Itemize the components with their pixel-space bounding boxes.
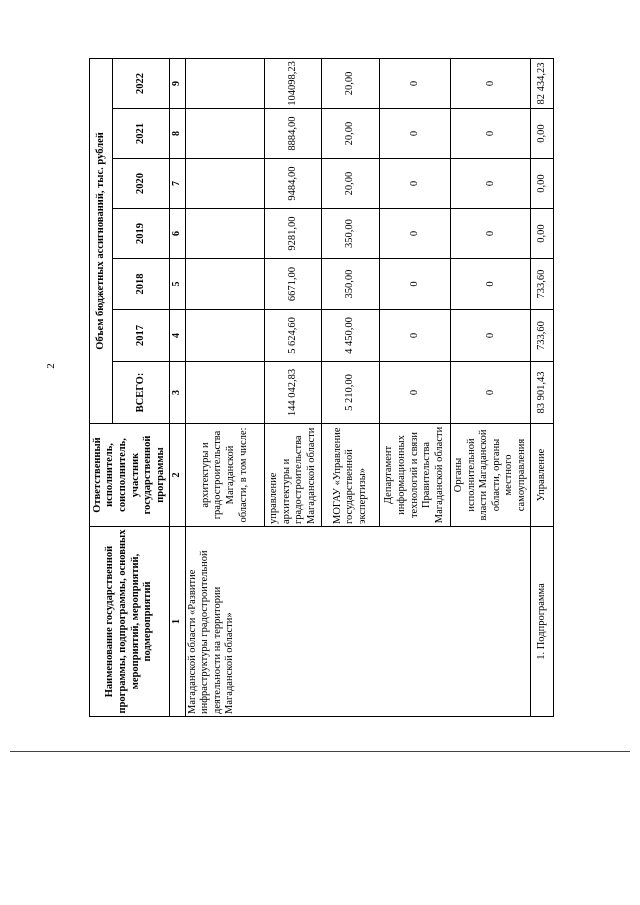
header-year: 2020 <box>112 159 170 209</box>
value-cell <box>185 58 265 108</box>
value-cell: 0 <box>379 362 451 424</box>
executor-cell: Управление <box>531 424 554 527</box>
value-cell: 104098,23 <box>265 58 322 108</box>
value-cell: 0 <box>451 159 531 209</box>
executor-cell: Департамент информационных технологий и связи Правительства Магаданской области <box>379 424 451 527</box>
page-number: 2 <box>44 363 57 369</box>
value-cell: 0 <box>451 109 531 159</box>
value-cell: 0 <box>451 259 531 310</box>
value-cell: 733,60 <box>531 310 554 362</box>
header-executor: Ответственный исполнитель, соисполнитель, участник государственной программы <box>90 424 170 527</box>
table-row <box>531 58 554 716</box>
header-year: 2017 <box>112 310 170 362</box>
value-cell: 0 <box>451 362 531 424</box>
value-cell: 0,00 <box>531 109 554 159</box>
header-year: 2021 <box>112 109 170 159</box>
value-cell: 20,00 <box>322 109 379 159</box>
column-number: 9 <box>170 58 185 108</box>
column-number: 1 <box>170 527 185 717</box>
column-number: 5 <box>170 259 185 310</box>
value-cell: 0 <box>379 209 451 259</box>
executor-cell: МОГАУ «Управление государственной экспертизы» <box>322 424 379 527</box>
table-row <box>185 58 265 716</box>
value-cell: 0 <box>379 159 451 209</box>
value-cell <box>185 159 265 209</box>
executor-cell: Органы исполнительной власти Магаданской области, органы местного самоуправления <box>451 424 531 527</box>
value-cell: 9484,00 <box>265 159 322 209</box>
value-cell: 0 <box>379 109 451 159</box>
value-cell: 5 210,00 <box>322 362 379 424</box>
value-cell: 83 901,43 <box>531 362 554 424</box>
column-number: 3 <box>170 362 185 424</box>
column-number: 4 <box>170 310 185 362</box>
value-cell: 20,00 <box>322 58 379 108</box>
column-number: 6 <box>170 209 185 259</box>
column-number: 8 <box>170 109 185 159</box>
header-total: ВСЕГО: <box>112 362 170 424</box>
horizontal-divider <box>10 751 630 752</box>
executor-cell: управление архитектуры и градостроительства Магаданской области <box>265 424 322 527</box>
value-cell: 350,00 <box>322 209 379 259</box>
value-cell <box>185 362 265 424</box>
value-cell: 8884,00 <box>265 109 322 159</box>
column-number: 7 <box>170 159 185 209</box>
budget-table-rotated <box>89 59 554 717</box>
value-cell: 733,60 <box>531 259 554 310</box>
subprogram-name-cell: 1. Подпрограмма <box>531 527 554 717</box>
value-cell <box>185 209 265 259</box>
value-cell: 82 434,23 <box>531 58 554 108</box>
value-cell <box>185 310 265 362</box>
value-cell: 0 <box>379 310 451 362</box>
value-cell: 5 624,60 <box>265 310 322 362</box>
header-year: 2022 <box>112 58 170 108</box>
program-name-cell: Магаданской области «Развитие инфраструктуры градостроительной деятельности на территории Магаданской области» <box>185 527 531 717</box>
value-cell: 350,00 <box>322 259 379 310</box>
value-cell: 0 <box>451 58 531 108</box>
value-cell: 0 <box>451 310 531 362</box>
header-year: 2018 <box>112 259 170 310</box>
column-number: 2 <box>170 424 185 527</box>
value-cell: 0 <box>379 58 451 108</box>
value-cell: 20,00 <box>322 159 379 209</box>
value-cell <box>185 109 265 159</box>
budget-table <box>89 58 554 717</box>
header-volume: Объем бюджетных ассигнований, тыс. рублей <box>90 58 113 423</box>
value-cell: 9281,00 <box>265 209 322 259</box>
executor-cell: архитектуры и градостроительства Магаданской области, в том числе: <box>185 424 265 527</box>
value-cell: 144 042,83 <box>265 362 322 424</box>
value-cell: 0 <box>451 209 531 259</box>
header-year: 2019 <box>112 209 170 259</box>
value-cell <box>185 259 265 310</box>
value-cell: 0,00 <box>531 209 554 259</box>
value-cell: 0,00 <box>531 159 554 209</box>
header-name: Наименование государственной программы, подпрограммы, основных мероприятий, мероприятий, подмероприятий <box>90 527 170 717</box>
value-cell: 6671,00 <box>265 259 322 310</box>
value-cell: 0 <box>379 259 451 310</box>
value-cell: 4 450,00 <box>322 310 379 362</box>
